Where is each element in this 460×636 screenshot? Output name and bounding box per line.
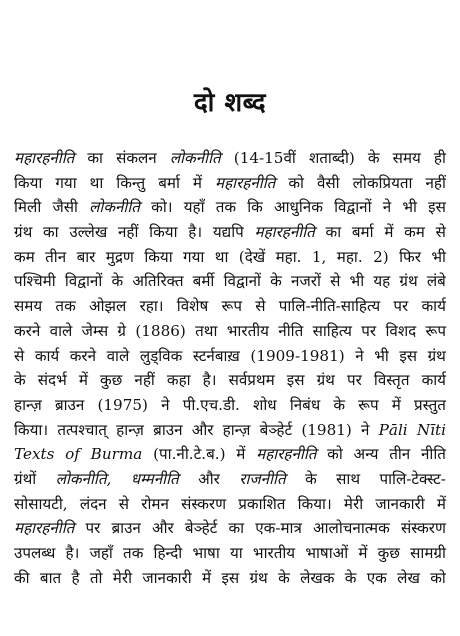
italic-word: महारहनीति xyxy=(256,445,317,464)
word: कार्य xyxy=(421,371,446,390)
word: कार्य xyxy=(34,346,60,365)
word: में xyxy=(236,445,246,464)
word: में xyxy=(436,494,446,513)
word: के xyxy=(111,272,124,291)
page-heading: दो शब्द xyxy=(193,88,267,118)
word: भाषा xyxy=(192,544,220,562)
word: पर xyxy=(393,297,409,316)
word: अतिरिक्त xyxy=(132,272,184,291)
word: लुड्विक xyxy=(139,346,183,365)
word: ग्रंथ xyxy=(427,346,446,365)
word: जानकारी xyxy=(375,494,425,513)
word: है। xyxy=(188,223,203,242)
word: ग्रंथ xyxy=(316,371,335,390)
word: एक xyxy=(366,568,387,587)
word: इस xyxy=(428,198,446,217)
word: किया xyxy=(14,173,43,192)
italic-word: लोकनीति xyxy=(169,149,221,167)
word: कम xyxy=(404,223,425,242)
word: को xyxy=(288,173,304,192)
word: कहा xyxy=(166,371,191,390)
word: को। xyxy=(151,198,173,217)
word: किया। xyxy=(297,494,332,513)
text-line xyxy=(14,566,446,591)
word: लंदन xyxy=(79,494,107,513)
word: विस्तृत xyxy=(373,371,410,390)
word: भी xyxy=(374,346,389,365)
word: से xyxy=(330,272,341,291)
word: कुछ xyxy=(100,371,123,390)
word: लोकप्रियता xyxy=(352,173,413,192)
word: ने xyxy=(355,346,364,365)
word: शोध xyxy=(253,395,277,414)
word: का xyxy=(228,519,245,538)
italic-word: Pāli xyxy=(378,420,408,439)
word: गया xyxy=(183,247,205,266)
text-line xyxy=(14,195,446,220)
word: तक xyxy=(215,198,237,217)
word: ब्राउन xyxy=(153,420,183,439)
word: पालि-नीति-साहित्य xyxy=(278,297,381,316)
italic-word: महारहनीति xyxy=(14,149,75,167)
word: भाषाओं xyxy=(305,544,349,562)
word: (1886) xyxy=(135,321,186,340)
word: एक-मात्र xyxy=(255,519,302,538)
word: में xyxy=(391,395,401,414)
word: उल्लेख xyxy=(69,223,108,242)
text-line xyxy=(14,368,446,393)
word: पर xyxy=(361,321,377,340)
word: नहीं xyxy=(425,173,446,192)
word: ब्राउन xyxy=(54,395,85,414)
word: के xyxy=(344,568,357,587)
word: जहाँ xyxy=(89,544,113,562)
word: किया xyxy=(144,247,173,266)
italic-word: धम्मनीति xyxy=(130,469,179,488)
italic-word: महारहनीति xyxy=(254,223,315,242)
word: करने xyxy=(69,346,97,365)
word: से xyxy=(435,223,446,242)
word: रोमन xyxy=(141,494,169,513)
word: जैसी xyxy=(52,198,78,217)
word: किन्तु xyxy=(116,173,146,192)
word: शताब्दी) xyxy=(308,149,355,167)
word: (1981) xyxy=(301,420,352,439)
word: विद्वानों xyxy=(64,272,103,291)
word: (14-15वीं xyxy=(233,149,296,167)
word: के xyxy=(333,395,346,414)
word: है। xyxy=(202,371,217,390)
word: ने xyxy=(361,420,370,439)
word: सर्वप्रथम xyxy=(228,371,275,390)
word: प्रकाशित xyxy=(238,494,286,513)
word: के xyxy=(14,371,26,390)
word: बर्मा xyxy=(158,173,180,192)
word: में xyxy=(202,568,212,587)
word: पर xyxy=(85,519,101,538)
word: भी xyxy=(402,198,417,217)
word: और xyxy=(191,420,214,439)
italic-word: of xyxy=(65,445,80,464)
word: लेख xyxy=(397,568,420,587)
word: लंबे xyxy=(426,272,446,291)
word: रूप xyxy=(221,297,242,316)
word: था xyxy=(89,173,104,192)
word: रूप xyxy=(358,395,379,414)
word: नजरों xyxy=(291,272,321,291)
word: जानकारी xyxy=(142,568,192,587)
word: (देखें xyxy=(238,247,266,266)
word: किया xyxy=(149,223,178,242)
word: हान्ज़ xyxy=(14,395,42,414)
word: वैसी xyxy=(316,173,340,192)
text-line xyxy=(14,492,446,517)
word: तीन xyxy=(45,247,67,266)
word: तक xyxy=(55,297,76,316)
word: संस्करण xyxy=(181,494,227,513)
word: को xyxy=(430,568,446,587)
word: संस्करण xyxy=(400,519,446,538)
word: यह xyxy=(373,272,391,291)
italic-word: लोकनीति, xyxy=(55,469,112,488)
word: भारतीय xyxy=(252,544,296,562)
word: नहीं xyxy=(118,223,139,242)
word: गया xyxy=(55,173,77,192)
word: किया। xyxy=(14,420,49,439)
text-line xyxy=(14,171,446,196)
text-line xyxy=(14,319,446,344)
word: पश्चिमी xyxy=(14,272,56,291)
word: संदर्भ xyxy=(37,371,67,390)
text-line xyxy=(14,294,446,319)
word: है। xyxy=(65,544,80,562)
word: विद्वानों xyxy=(223,272,261,291)
word: इस xyxy=(221,568,240,587)
word: हान्ज़ xyxy=(116,420,144,439)
word: से xyxy=(14,346,25,365)
word: 1, xyxy=(311,247,327,266)
word: ने xyxy=(161,395,170,414)
word: यद्यपि xyxy=(212,223,244,242)
word: बर्मी xyxy=(192,272,215,291)
text-line xyxy=(14,541,446,566)
word: कम xyxy=(14,247,35,266)
word: से xyxy=(118,494,130,513)
word: तक xyxy=(123,544,144,562)
word: ने xyxy=(382,198,392,217)
word: विद्वानों xyxy=(334,198,372,217)
word: इस xyxy=(286,371,305,390)
word: 2) xyxy=(373,247,389,266)
word: सामग्री xyxy=(410,544,446,562)
word: जेम्स xyxy=(81,321,109,340)
word: (1909-1981) xyxy=(250,346,345,365)
word: उपलब्ध xyxy=(14,544,56,562)
word: इस xyxy=(399,346,418,365)
word: था xyxy=(214,247,229,266)
word: कि xyxy=(247,198,263,217)
word: के xyxy=(270,272,282,291)
word: से xyxy=(255,297,266,316)
text-line xyxy=(14,344,446,369)
italic-word: Nīti xyxy=(416,420,446,439)
word: की xyxy=(14,568,30,587)
italic-word: Burma xyxy=(90,445,143,464)
word: मिली xyxy=(14,198,42,217)
word: भी xyxy=(349,272,365,291)
word: ही xyxy=(433,149,446,167)
italic-word: महारहनीति xyxy=(14,519,75,538)
italic-word: Texts xyxy=(14,445,55,464)
word: तत्पश्चात् xyxy=(57,420,107,439)
word: समय xyxy=(14,297,43,316)
word: और xyxy=(151,519,174,538)
word: फिर xyxy=(399,247,421,266)
word: वाले xyxy=(49,321,73,340)
word: ग्रंथ xyxy=(14,223,33,242)
word: रहा। xyxy=(139,297,164,316)
word: का xyxy=(325,223,342,242)
word: नीति xyxy=(420,445,446,464)
word: विशेष xyxy=(176,297,209,316)
word: आधुनिक xyxy=(274,198,323,217)
word: (1975) xyxy=(97,395,148,414)
word: अन्य xyxy=(353,445,379,464)
word: संकलन xyxy=(116,149,157,167)
text-line xyxy=(14,146,446,171)
text-line xyxy=(14,269,446,294)
word: को xyxy=(327,445,343,464)
word: मेरी xyxy=(112,568,133,587)
word: आलोचनात्मक xyxy=(313,519,390,538)
word: प्रस्तुत xyxy=(414,395,446,414)
word: मेरी xyxy=(343,494,364,513)
text-line xyxy=(14,245,446,270)
word: भारतीय xyxy=(226,321,269,340)
word: यहाँ xyxy=(183,198,205,217)
word: तो xyxy=(89,568,103,587)
word: का xyxy=(43,223,59,242)
word: के xyxy=(367,149,380,167)
italic-word: महारहनीति xyxy=(215,173,276,192)
text-line xyxy=(14,220,446,245)
word: कार्य xyxy=(421,297,446,316)
word: समय xyxy=(392,149,421,167)
word: बेञ्हेर्ट xyxy=(184,519,218,538)
text-line xyxy=(14,418,446,443)
word: भी xyxy=(431,247,446,266)
word: कुछ xyxy=(377,544,400,562)
word: है xyxy=(71,568,80,587)
word: मुद्रण xyxy=(105,247,134,266)
word: बात xyxy=(39,568,62,587)
word: में xyxy=(384,223,394,242)
word: का xyxy=(87,149,103,167)
word: ग्रंथ xyxy=(249,568,268,587)
text-line xyxy=(14,442,446,467)
word: सोसायटी, xyxy=(14,494,68,513)
word: करने xyxy=(14,321,41,340)
text-line xyxy=(14,467,446,492)
word: पालि-टेक्स्ट- xyxy=(379,469,446,488)
word: साथ xyxy=(336,469,361,488)
text-line xyxy=(14,393,446,418)
word: निबंध xyxy=(289,395,321,414)
text-line xyxy=(14,516,446,541)
word: महा. xyxy=(336,247,363,266)
word: में xyxy=(78,371,88,390)
word: ग्रे xyxy=(117,321,126,340)
word: ब्राउन xyxy=(111,519,141,538)
word: स्टर्नबाख़ xyxy=(192,346,240,365)
word: (पा.नी.टे.ब.) xyxy=(153,445,226,464)
word: बेञ्हेर्ट xyxy=(259,420,293,439)
word: के xyxy=(305,469,317,488)
word: बर्मा xyxy=(351,223,374,242)
word: रूप xyxy=(425,321,446,340)
word: लेखक xyxy=(300,568,335,587)
word: हान्ज़ xyxy=(222,420,251,439)
word: में xyxy=(358,544,368,562)
word: ग्रंथ xyxy=(399,272,418,291)
word: और xyxy=(198,469,220,488)
word: वाले xyxy=(106,346,130,365)
word: ओझल xyxy=(89,297,127,316)
word: नहीं xyxy=(134,371,155,390)
word: नीति xyxy=(278,321,304,340)
word: विशद xyxy=(385,321,417,340)
word: तीन xyxy=(389,445,411,464)
word: पर xyxy=(346,371,362,390)
word: पी.एच.डी. xyxy=(182,395,240,414)
body-paragraph xyxy=(14,146,446,590)
word: ग्रंथों xyxy=(14,469,37,488)
word: हिन्दी xyxy=(153,544,183,562)
word: बार xyxy=(76,247,96,266)
word: तथा xyxy=(195,321,218,340)
word: महा. xyxy=(275,247,302,266)
word: साहित्य xyxy=(312,321,352,340)
word: या xyxy=(229,544,243,562)
italic-word: राजनीति xyxy=(239,469,286,488)
word: के xyxy=(278,568,290,587)
italic-word: लोकनीति xyxy=(89,198,140,217)
word: में xyxy=(192,173,203,192)
